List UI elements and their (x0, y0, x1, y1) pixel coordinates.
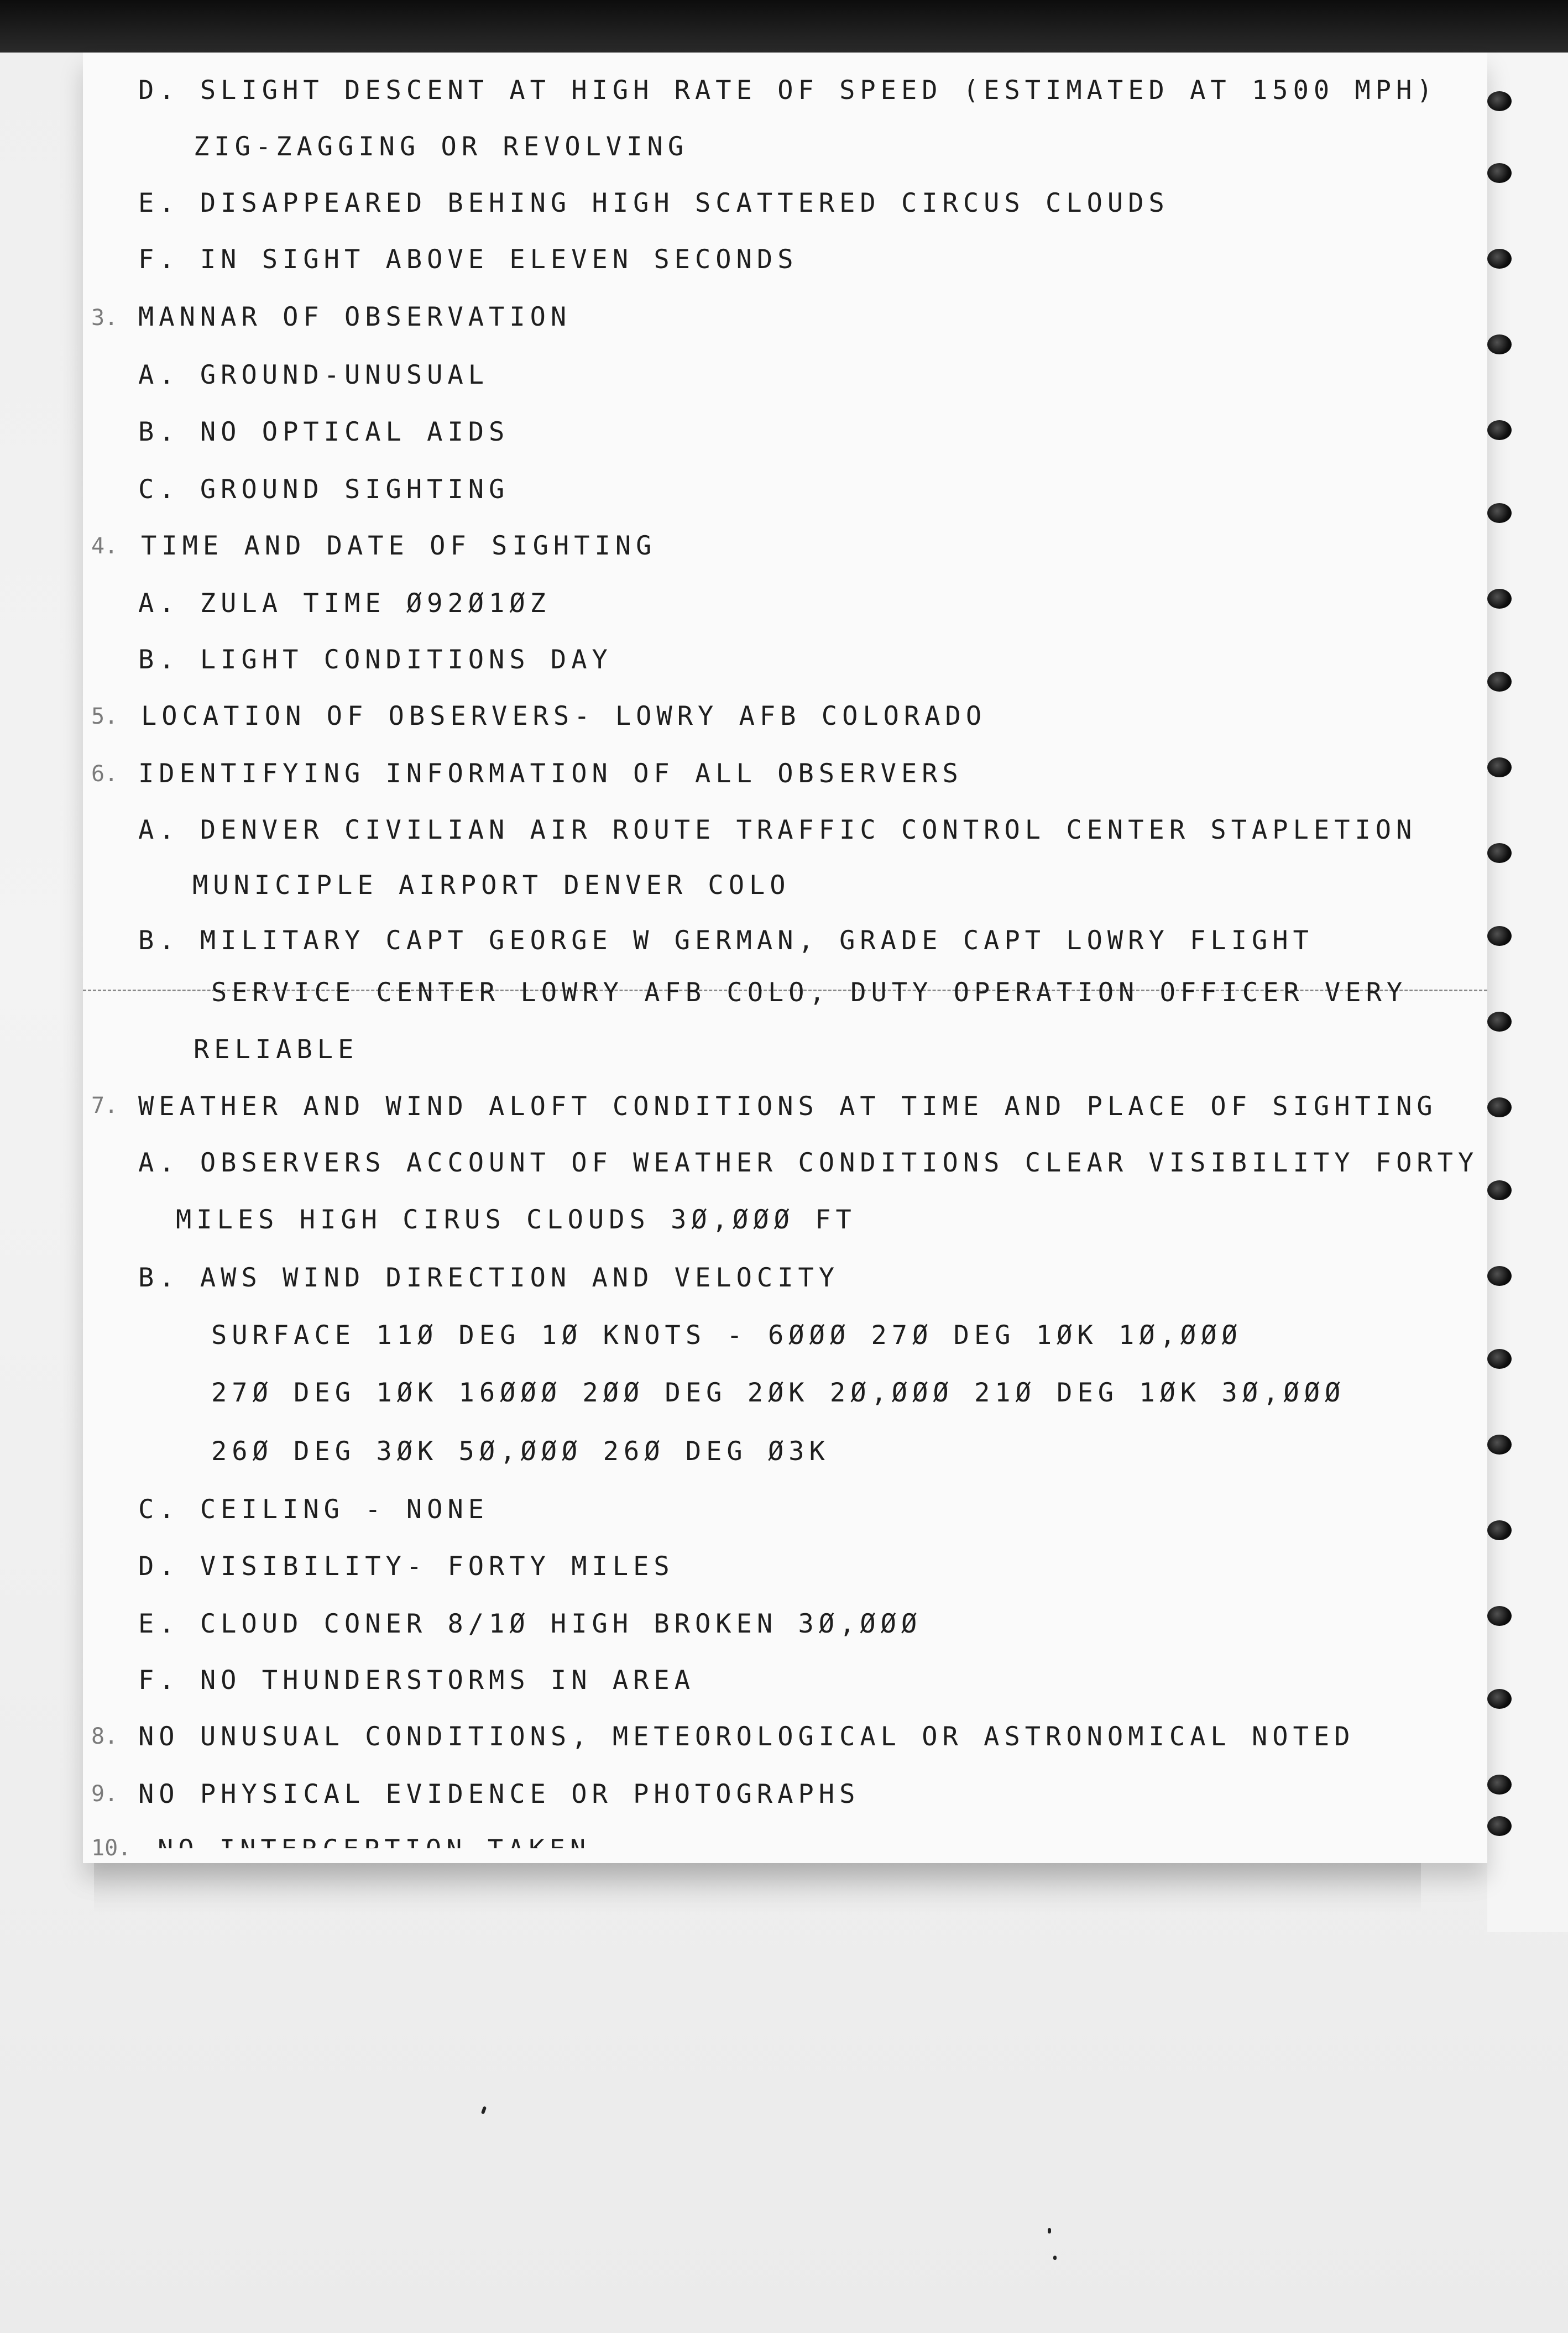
report-line: D. VISIBILITY- FORTY MILES (138, 1551, 675, 1582)
feed-hole-icon (1487, 1180, 1512, 1200)
feed-hole-icon (1487, 420, 1512, 440)
report-line: A. DENVER CIVILIAN AIR ROUTE TRAFFIC CONTROL CENTER STAPLETION (138, 815, 1417, 845)
feed-hole-icon (1487, 163, 1512, 183)
page-shadow (94, 1863, 1421, 1913)
feed-hole-icon (1487, 1012, 1512, 1032)
report-line: MUNICIPLE AIRPORT DENVER COLO (192, 870, 791, 901)
report-line: F. IN SIGHT ABOVE ELEVEN SECONDS (138, 244, 798, 275)
report-line: TIME AND DATE OF SIGHTING (141, 531, 657, 561)
feed-hole-icon (1487, 1349, 1512, 1369)
report-line: C. CEILING - NONE (138, 1494, 489, 1525)
report-line: SURFACE 11Ø DEG 1Ø KNOTS - 6ØØØ 27Ø DEG 1ØK 1Ø,ØØØ (211, 1320, 1242, 1351)
report-line: NO UNUSUAL CONDITIONS, METEOROLOGICAL OR ASTRONOMICAL NOTED (138, 1722, 1355, 1752)
report-line: A. ZULA TIME Ø92Ø1ØZ (138, 588, 551, 619)
report-line: E. DISAPPEARED BEHING HIGH SCATTERED CIRCUS CLOUDS (138, 188, 1169, 218)
report-line: NO PHYSICAL EVIDENCE OR PHOTOGRAPHS (138, 1779, 860, 1809)
report-line: WEATHER AND WIND ALOFT CONDITIONS AT TIME AND PLACE OF SIGHTING (138, 1091, 1438, 1122)
section-number: 5. (91, 704, 118, 729)
report-line: A. GROUND-UNUSUAL (138, 360, 489, 390)
report-line: MILES HIGH CIRUS CLOUDS 3Ø,ØØØ FT (176, 1205, 856, 1235)
feed-hole-icon (1487, 503, 1512, 523)
scan-speck (1053, 2256, 1057, 2260)
report-line: SERVICE CENTER LOWRY AFB COLO, DUTY OPERATION OFFICER VERY (211, 977, 1408, 1008)
feed-hole-icon (1487, 843, 1512, 863)
report-line: E. CLOUD CONER 8/1Ø HIGH BROKEN 3Ø,ØØØ (138, 1609, 922, 1639)
report-line: 27Ø DEG 1ØK 16ØØØ 2ØØ DEG 2ØK 2Ø,ØØØ 21Ø DEG 1ØK 3Ø,ØØØ (211, 1378, 1346, 1408)
feed-hole-icon (1487, 757, 1512, 777)
report-line: RELIABLE (194, 1034, 359, 1065)
report-line: IDENTIFYING INFORMATION OF ALL OBSERVERS (138, 759, 963, 789)
report-line: A. OBSERVERS ACCOUNT OF WEATHER CONDITIONS CLEAR VISIBILITY FORTY (138, 1148, 1479, 1178)
feed-hole-icon (1487, 589, 1512, 609)
report-line: B. NO OPTICAL AIDS (138, 417, 510, 447)
section-number: 9. (91, 1781, 118, 1807)
feed-hole-icon (1487, 672, 1512, 692)
feed-hole-icon (1487, 1816, 1512, 1836)
section-number: 7. (91, 1093, 118, 1118)
report-line: B. MILITARY CAPT GEORGE W GERMAN, GRADE CAPT LOWRY FLIGHT (138, 925, 1314, 956)
scan-speck (1048, 2228, 1051, 2233)
feed-hole-icon (1487, 1266, 1512, 1286)
feed-hole-icon (1487, 926, 1512, 946)
report-line: 26Ø DEG 3ØK 5Ø,ØØØ 26Ø DEG Ø3K (211, 1436, 830, 1467)
feed-hole-icon (1487, 249, 1512, 269)
section-number: 8. (91, 1724, 118, 1749)
scan-top-edge (0, 0, 1568, 53)
tractor-feed-strip (1487, 53, 1568, 1932)
feed-hole-icon (1487, 1520, 1512, 1540)
report-line: D. SLIGHT DESCENT AT HIGH RATE OF SPEED (ESTIMATED AT 1500 MPH) (138, 75, 1438, 106)
report-line: F. NO THUNDERSTORMS IN AREA (138, 1665, 696, 1696)
feed-hole-icon (1487, 1606, 1512, 1626)
feed-hole-icon (1487, 1097, 1512, 1117)
report-line: ZIG-ZAGGING OR REVOLVING (194, 132, 689, 162)
feed-hole-icon (1487, 1435, 1512, 1455)
section-number: 4. (91, 533, 118, 559)
report-line: B. AWS WIND DIRECTION AND VELOCITY (138, 1263, 840, 1293)
section-number: 10. (91, 1835, 132, 1861)
section-number: 3. (91, 305, 118, 331)
feed-hole-icon (1487, 91, 1512, 111)
feed-hole-icon (1487, 334, 1512, 354)
report-line: LOCATION OF OBSERVERS- LOWRY AFB COLORADO (141, 701, 987, 731)
report-line: MANNAR OF OBSERVATION (138, 302, 572, 332)
feed-hole-icon (1487, 1775, 1512, 1795)
feed-hole-icon (1487, 1689, 1512, 1709)
report-line: C. GROUND SIGHTING (138, 474, 510, 505)
section-number: 6. (91, 761, 118, 787)
report-line: B. LIGHT CONDITIONS DAY (138, 645, 613, 675)
